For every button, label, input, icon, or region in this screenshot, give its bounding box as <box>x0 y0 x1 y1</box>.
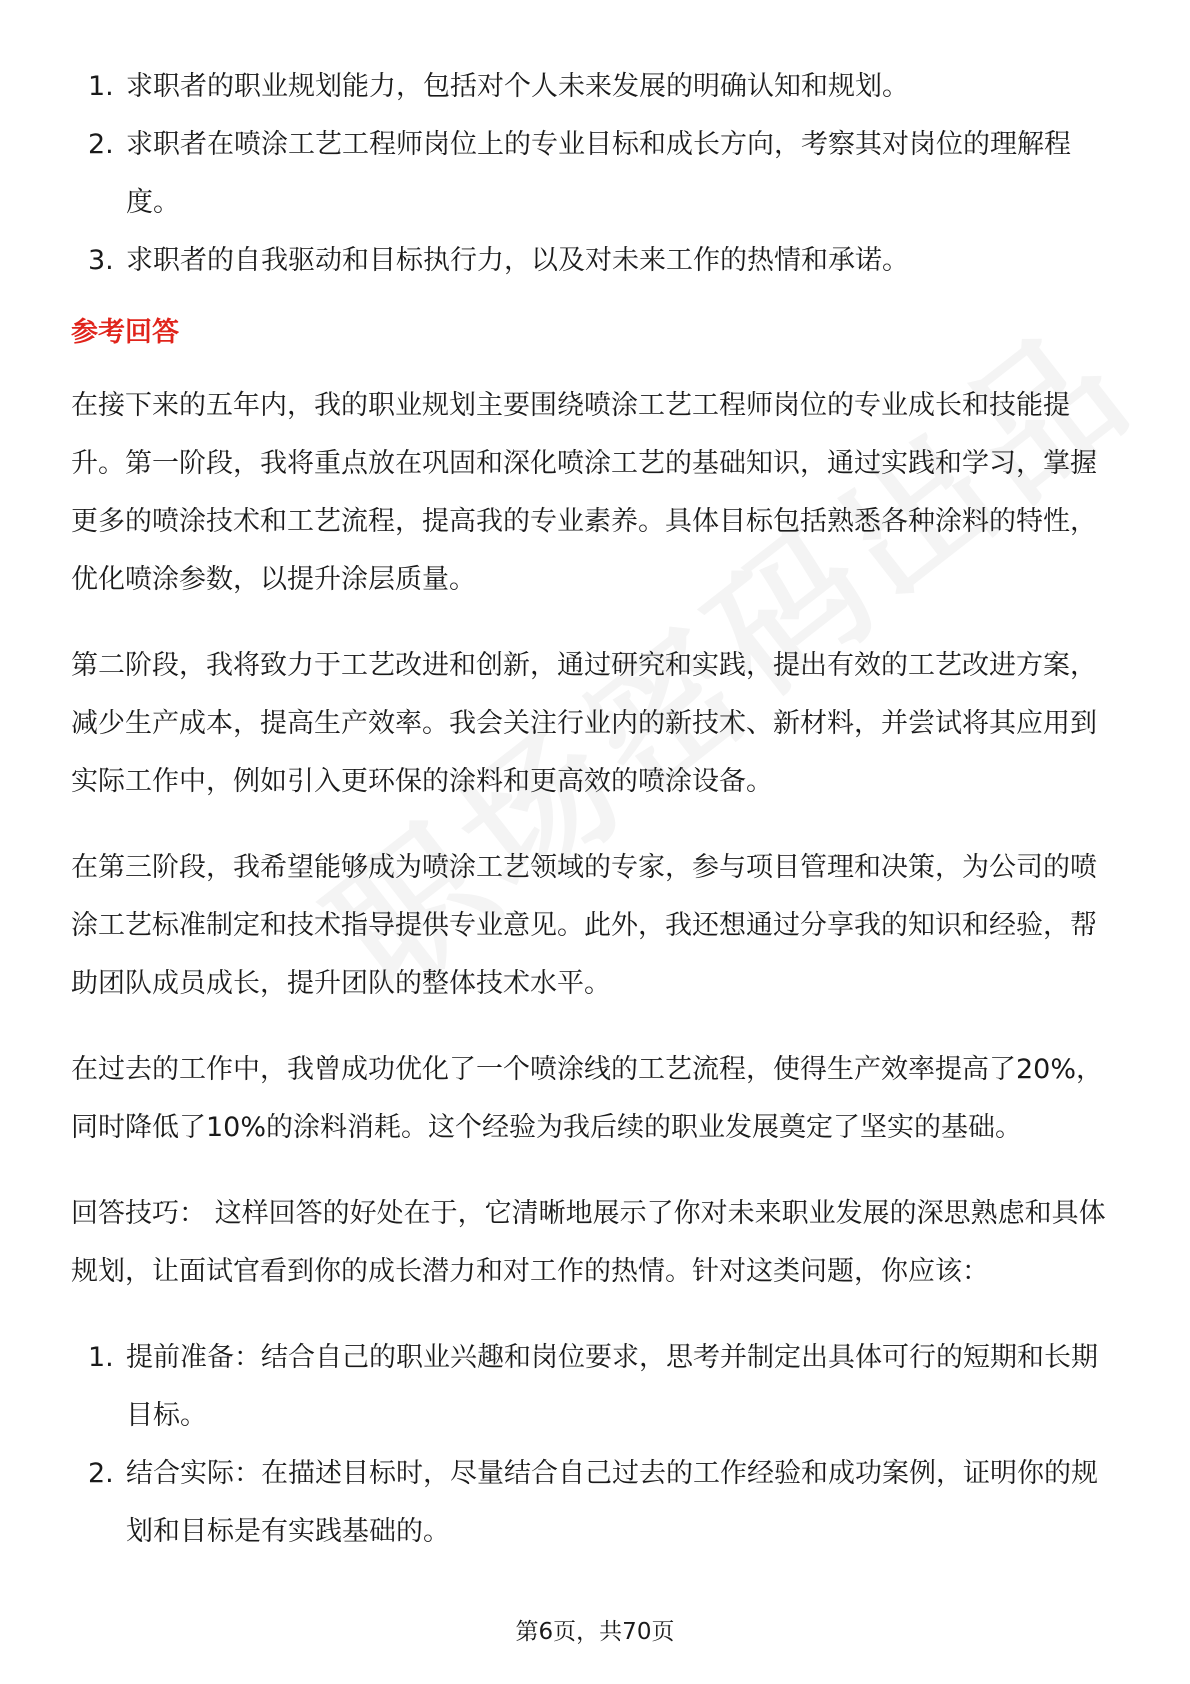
list-item-text: 求职者的职业规划能力，包括对个人未来发展的明确认知和规划。 <box>126 71 909 102</box>
list-number: 3. <box>88 245 114 276</box>
list-number: 1. <box>88 1342 114 1373</box>
list-item <box>71 1445 1121 1561</box>
tips-list <box>71 1329 1121 1561</box>
paragraph: 在接下来的五年内，我的职业规划主要围绕喷涂工艺工程师岗位的专业成长和技能提升。第一阶段，我将重点放在巩固和深化喷涂工艺的基础知识，通过实践和学习，掌握更多的喷涂技术和工艺流程，提高我的专业素养。具体目标包括熟悉各种涂料的特性，优化喷涂参数，以提升涂层质量。 <box>71 390 1097 595</box>
list-item-text: 求职者的自我驱动和目标执行力，以及对未来工作的热情和承诺。 <box>126 245 909 276</box>
page-footer: 第6页，共70页 <box>515 1619 675 1645</box>
list-item <box>71 232 1121 290</box>
list-item <box>71 58 1121 116</box>
section-heading: 参考回答 <box>71 317 179 348</box>
list-item-text: 提前准备：结合自己的职业兴趣和岗位要求，思考并制定出具体可行的短期和长期目标。 <box>126 1342 1098 1431</box>
list-number: 2. <box>88 129 114 160</box>
page-content <box>71 58 1121 1561</box>
intro-list <box>71 58 1121 290</box>
paragraph: 第二阶段，我将致力于工艺改进和创新，通过研究和实践，提出有效的工艺改进方案，减少生产成本，提高生产效率。我会关注行业内的新技术、新材料，并尝试将其应用到实际工作中，例如引入更环保的涂料和更高效的喷涂设备。 <box>71 650 1097 797</box>
list-item-text: 求职者在喷涂工艺工程师岗位上的专业目标和成长方向，考察其对岗位的理解程度。 <box>126 129 1071 218</box>
list-number: 2. <box>88 1458 114 1489</box>
list-item-text: 结合实际：在描述目标时，尽量结合自己过去的工作经验和成功案例，证明你的规划和目标是有实践基础的。 <box>126 1458 1098 1547</box>
paragraph: 在过去的工作中，我曾成功优化了一个喷涂线的工艺流程，使得生产效率提高了20%，同时降低了10%的涂料消耗。这个经验为我后续的职业发展奠定了坚实的基础。 <box>71 1054 1104 1143</box>
list-item <box>71 116 1121 232</box>
answer-tips-paragraph: 回答技巧： 这样回答的好处在于，它清晰地展示了你对未来职业发展的深思熟虑和具体规划，让面试官看到你的成长潜力和对工作的热情。针对这类问题，你应该： <box>71 1198 1106 1287</box>
list-number: 1. <box>88 71 114 102</box>
paragraph: 在第三阶段，我希望能够成为喷涂工艺领域的专家，参与项目管理和决策，为公司的喷涂工艺标准制定和技术指导提供专业意见。此外，我还想通过分享我的知识和经验，帮助团队成员成长，提升团队的整体技术水平。 <box>71 852 1097 999</box>
list-item <box>71 1329 1121 1445</box>
